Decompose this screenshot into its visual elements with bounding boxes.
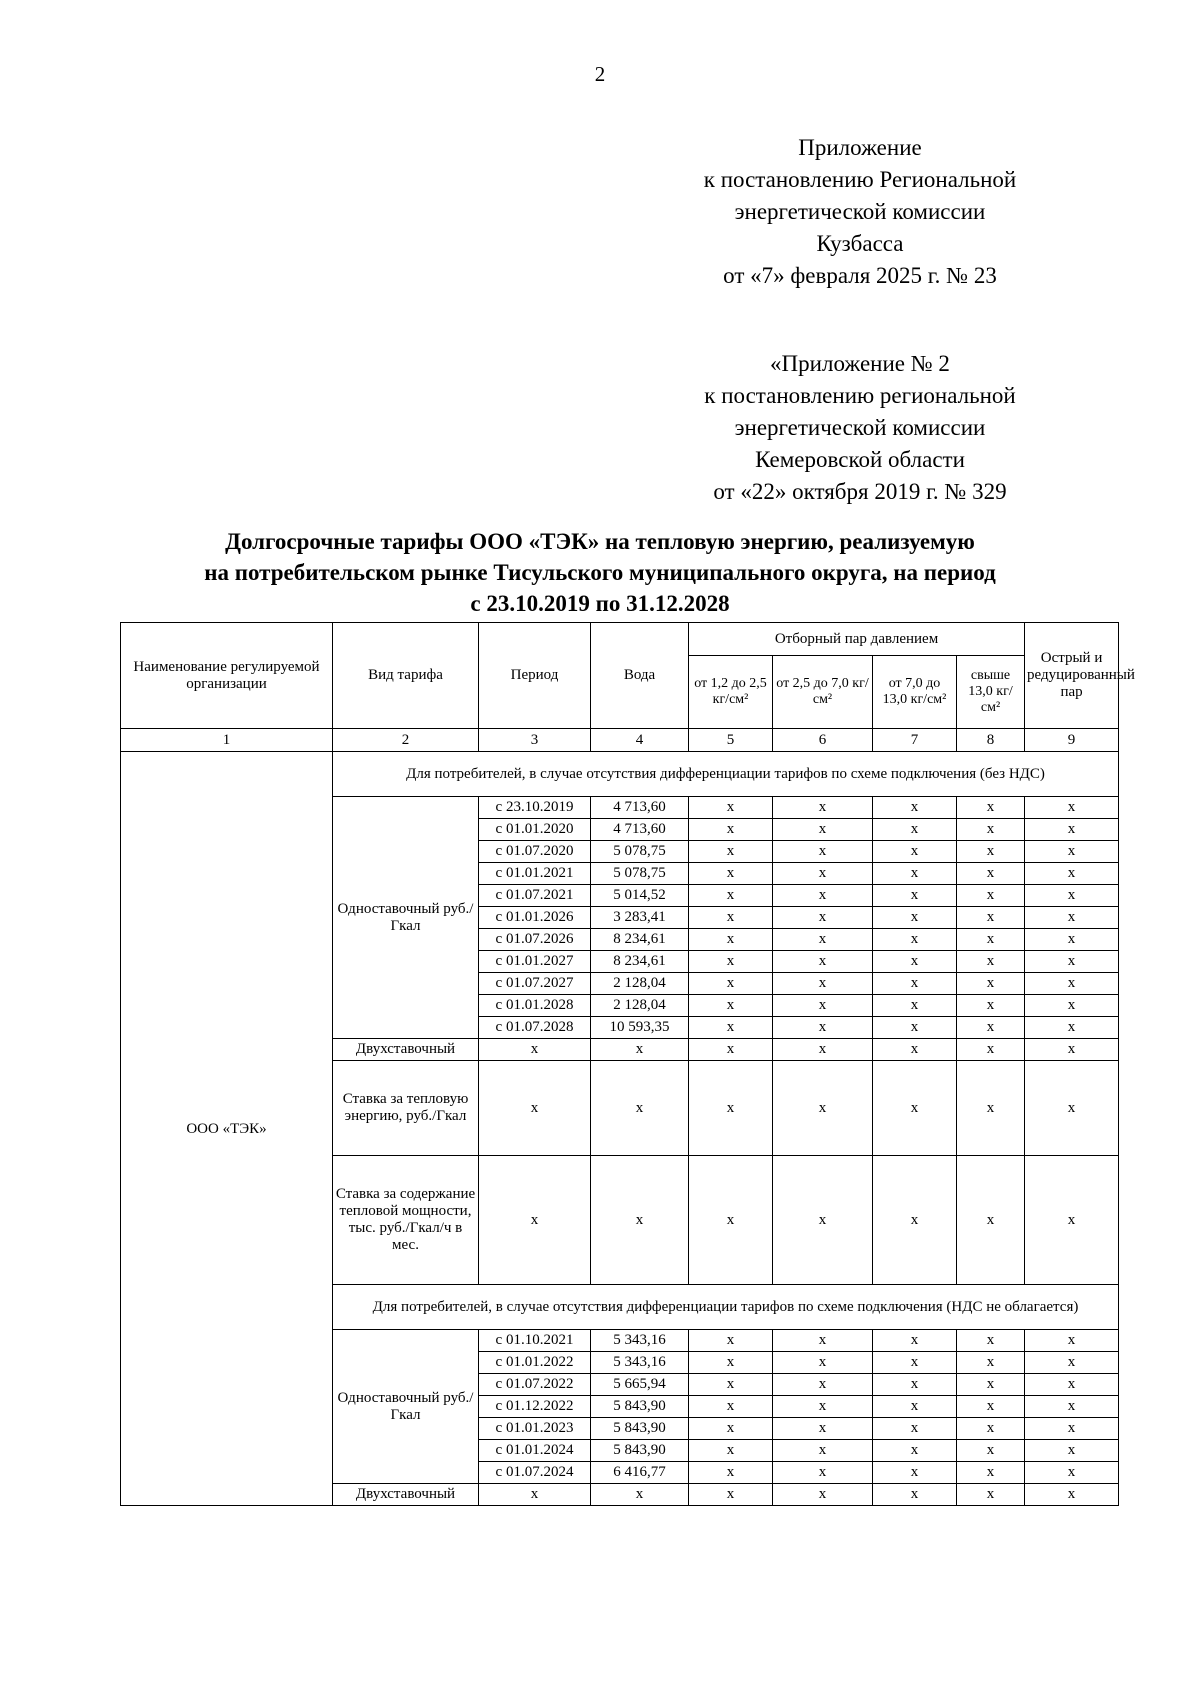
tariff-table [120,622,1135,1506]
header-steam-1: от 1,2 до 2,5 кг/см² [689,656,773,729]
not-applicable-mark: х [479,1061,591,1156]
not-applicable-mark: х [1025,1418,1119,1440]
column-number: 5 [689,729,773,752]
not-applicable-mark: х [591,1039,689,1061]
not-applicable-mark: х [1025,1396,1119,1418]
not-applicable-mark: х [773,797,873,819]
appendix-line: от «7» февраля 2025 г. № 23 [723,263,997,288]
not-applicable-mark: х [773,841,873,863]
not-applicable-mark: х [689,863,773,885]
not-applicable-mark: х [957,863,1025,885]
water-tariff-cell: 5 014,52 [591,885,689,907]
header-sharp-steam: Острый и редуцированный пар [1025,623,1119,729]
not-applicable-mark: х [773,973,873,995]
period-cell: с 01.01.2020 [479,819,591,841]
not-applicable-mark: х [773,1396,873,1418]
organization-name: ООО «ТЭК» [121,752,333,1506]
column-number: 4 [591,729,689,752]
not-applicable-mark: х [873,863,957,885]
not-applicable-mark: х [957,1352,1025,1374]
appendix-line: Кузбасса [816,231,904,256]
not-applicable-mark: х [773,885,873,907]
water-tariff-cell: 5 665,94 [591,1374,689,1396]
not-applicable-mark: х [957,1039,1025,1061]
not-applicable-mark: х [873,1039,957,1061]
not-applicable-mark: х [773,1462,873,1484]
not-applicable-mark: х [1025,1462,1119,1484]
not-applicable-mark: х [1025,1061,1119,1156]
not-applicable-mark: х [1025,973,1119,995]
not-applicable-mark: х [957,1396,1025,1418]
not-applicable-mark: х [957,1374,1025,1396]
period-cell: с 01.12.2022 [479,1396,591,1418]
not-applicable-mark: х [689,1017,773,1039]
column-number: 7 [873,729,957,752]
not-applicable-mark: х [689,1396,773,1418]
not-applicable-mark: х [773,1156,873,1285]
header-period: Период [479,623,591,729]
water-tariff-cell: 5 078,75 [591,863,689,885]
water-tariff-cell: 5 843,90 [591,1396,689,1418]
appendix-line: к постановлению региональной [704,383,1016,408]
header-tariff-type: Вид тарифа [333,623,479,729]
not-applicable-mark: х [873,1418,957,1440]
water-tariff-cell: 5 078,75 [591,841,689,863]
not-applicable-mark: х [957,1418,1025,1440]
not-applicable-mark: х [773,929,873,951]
not-applicable-mark: х [873,1396,957,1418]
water-tariff-cell: 5 343,16 [591,1352,689,1374]
period-cell: с 01.07.2024 [479,1462,591,1484]
not-applicable-mark: х [957,1462,1025,1484]
appendix-line: Кемеровской области [755,447,965,472]
not-applicable-mark: х [873,995,957,1017]
appendix-line: Приложение [798,135,922,160]
water-tariff-cell: 10 593,35 [591,1017,689,1039]
period-cell: с 01.07.2028 [479,1017,591,1039]
page-number: 2 [594,62,606,86]
period-cell: с 01.01.2026 [479,907,591,929]
not-applicable-mark: х [873,1061,957,1156]
not-applicable-mark: х [957,1156,1025,1285]
not-applicable-mark: х [957,929,1025,951]
column-number: 8 [957,729,1025,752]
not-applicable-mark: х [873,973,957,995]
not-applicable-mark: х [873,1330,957,1352]
not-applicable-mark: х [689,929,773,951]
not-applicable-mark: х [591,1061,689,1156]
not-applicable-mark: х [1025,1330,1119,1352]
not-applicable-mark: х [873,819,957,841]
energy-rate-label: Ставка за тепловую энергию, руб./Гкал [333,1061,479,1156]
water-tariff-cell: 6 416,77 [591,1462,689,1484]
title-line: Долгосрочные тарифы ООО «ТЭК» на тепловую энергию, реализуемую [225,529,975,554]
not-applicable-mark: х [773,907,873,929]
not-applicable-mark: х [773,951,873,973]
not-applicable-mark: х [957,1440,1025,1462]
not-applicable-mark: х [689,819,773,841]
water-tariff-cell: 3 283,41 [591,907,689,929]
not-applicable-mark: х [689,841,773,863]
not-applicable-mark: х [873,885,957,907]
two-rate-label: Двухставочный [333,1484,479,1506]
not-applicable-mark: х [1025,1156,1119,1285]
not-applicable-mark: х [773,1017,873,1039]
period-cell: с 01.01.2021 [479,863,591,885]
header-steam-3: от 7,0 до 13,0 кг/см² [873,656,957,729]
not-applicable-mark: х [479,1156,591,1285]
not-applicable-mark: х [773,1061,873,1156]
not-applicable-mark: х [773,1374,873,1396]
appendix-block [600,132,1120,292]
not-applicable-mark: х [1025,1352,1119,1374]
not-applicable-mark: х [591,1484,689,1506]
period-cell: с 01.07.2022 [479,1374,591,1396]
appendix-line: энергетической комиссии [734,415,986,440]
column-number: 1 [121,729,333,752]
not-applicable-mark: х [1025,1484,1119,1506]
not-applicable-mark: х [689,1440,773,1462]
single-rate-label: Одноставочный руб./Гкал [333,1330,479,1484]
appendix-line: энергетической комиссии [734,199,986,224]
period-cell: с 01.01.2028 [479,995,591,1017]
not-applicable-mark: х [479,1484,591,1506]
not-applicable-mark: х [689,1156,773,1285]
not-applicable-mark: х [873,841,957,863]
not-applicable-mark: х [873,1017,957,1039]
not-applicable-mark: х [773,819,873,841]
not-applicable-mark: х [873,1374,957,1396]
not-applicable-mark: х [957,841,1025,863]
period-cell: с 01.10.2021 [479,1330,591,1352]
not-applicable-mark: х [957,973,1025,995]
period-cell: с 01.07.2027 [479,973,591,995]
not-applicable-mark: х [1025,885,1119,907]
not-applicable-mark: х [773,1484,873,1506]
period-cell: с 01.01.2023 [479,1418,591,1440]
not-applicable-mark: х [873,929,957,951]
not-applicable-mark: х [873,1462,957,1484]
header-steam-4: свыше 13,0 кг/см² [957,656,1025,729]
not-applicable-mark: х [1025,841,1119,863]
not-applicable-mark: х [773,1352,873,1374]
not-applicable-mark: х [479,1039,591,1061]
column-number: 9 [1025,729,1119,752]
header-steam-2: от 2,5 до 7,0 кг/см² [773,656,873,729]
water-tariff-cell: 8 234,61 [591,929,689,951]
header-water: Вода [591,623,689,729]
not-applicable-mark: х [689,885,773,907]
period-cell: с 01.01.2022 [479,1352,591,1374]
document-title [100,526,1100,619]
period-cell: с 01.01.2024 [479,1440,591,1462]
not-applicable-mark: х [689,907,773,929]
not-applicable-mark: х [957,885,1025,907]
not-applicable-mark: х [873,907,957,929]
not-applicable-mark: х [689,951,773,973]
not-applicable-mark: х [873,951,957,973]
not-applicable-mark: х [1025,907,1119,929]
not-applicable-mark: х [957,1017,1025,1039]
period-cell: с 01.07.2021 [479,885,591,907]
water-tariff-cell: 5 843,90 [591,1418,689,1440]
not-applicable-mark: х [773,1418,873,1440]
not-applicable-mark: х [1025,863,1119,885]
section-title: Для потребителей, в случае отсутствия дифференциации тарифов по схеме подключения (без НДС) [333,752,1119,797]
appendix-line: «Приложение № 2 [770,351,950,376]
not-applicable-mark: х [689,1418,773,1440]
not-applicable-mark: х [689,1330,773,1352]
not-applicable-mark: х [1025,797,1119,819]
not-applicable-mark: х [689,1374,773,1396]
not-applicable-mark: х [957,951,1025,973]
not-applicable-mark: х [1025,929,1119,951]
period-cell: с 01.01.2027 [479,951,591,973]
not-applicable-mark: х [1025,951,1119,973]
not-applicable-mark: х [1025,819,1119,841]
not-applicable-mark: х [773,863,873,885]
not-applicable-mark: х [689,797,773,819]
water-tariff-cell: 5 843,90 [591,1440,689,1462]
not-applicable-mark: х [873,1352,957,1374]
column-number: 6 [773,729,873,752]
not-applicable-mark: х [957,1330,1025,1352]
water-tariff-cell: 4 713,60 [591,797,689,819]
not-applicable-mark: х [873,797,957,819]
water-tariff-cell: 4 713,60 [591,819,689,841]
water-tariff-cell: 2 128,04 [591,995,689,1017]
not-applicable-mark: х [873,1484,957,1506]
not-applicable-mark: х [689,1061,773,1156]
not-applicable-mark: х [957,1061,1025,1156]
not-applicable-mark: х [773,1039,873,1061]
not-applicable-mark: х [689,1462,773,1484]
section-title: Для потребителей, в случае отсутствия дифференциации тарифов по схеме подключения (НДС не облагается) [333,1285,1119,1330]
two-rate-label: Двухставочный [333,1039,479,1061]
not-applicable-mark: х [1025,1374,1119,1396]
not-applicable-mark: х [689,1352,773,1374]
not-applicable-mark: х [773,995,873,1017]
not-applicable-mark: х [957,995,1025,1017]
not-applicable-mark: х [1025,1440,1119,1462]
not-applicable-mark: х [873,1156,957,1285]
title-line: с 23.10.2019 по 31.12.2028 [470,591,730,616]
column-number: 3 [479,729,591,752]
header-org: Наименование регулируемой организации [121,623,333,729]
not-applicable-mark: х [1025,1039,1119,1061]
period-cell: с 23.10.2019 [479,797,591,819]
not-applicable-mark: х [773,1330,873,1352]
not-applicable-mark: х [689,1039,773,1061]
water-tariff-cell: 5 343,16 [591,1330,689,1352]
water-tariff-cell: 8 234,61 [591,951,689,973]
appendix-line: к постановлению Региональной [703,167,1017,192]
single-rate-label: Одноставочный руб./Гкал [333,797,479,1039]
not-applicable-mark: х [1025,995,1119,1017]
column-number: 2 [333,729,479,752]
period-cell: с 01.07.2026 [479,929,591,951]
appendix-line: от «22» октября 2019 г. № 329 [713,479,1007,504]
not-applicable-mark: х [957,797,1025,819]
not-applicable-mark: х [591,1156,689,1285]
capacity-rate-label: Ставка за содержание тепловой мощности, тыс. руб./Гкал/ч в мес. [333,1156,479,1285]
not-applicable-mark: х [689,973,773,995]
title-line: на потребительском рынке Тисульского муниципального округа, на период [204,560,996,585]
not-applicable-mark: х [689,995,773,1017]
not-applicable-mark: х [957,819,1025,841]
header-steam-group: Отборный пар давлением [689,623,1025,656]
not-applicable-mark: х [873,1440,957,1462]
not-applicable-mark: х [1025,1017,1119,1039]
not-applicable-mark: х [689,1484,773,1506]
not-applicable-mark: х [957,907,1025,929]
period-cell: с 01.07.2020 [479,841,591,863]
not-applicable-mark: х [773,1440,873,1462]
water-tariff-cell: 2 128,04 [591,973,689,995]
not-applicable-mark: х [957,1484,1025,1506]
previous-appendix-block [600,348,1120,508]
